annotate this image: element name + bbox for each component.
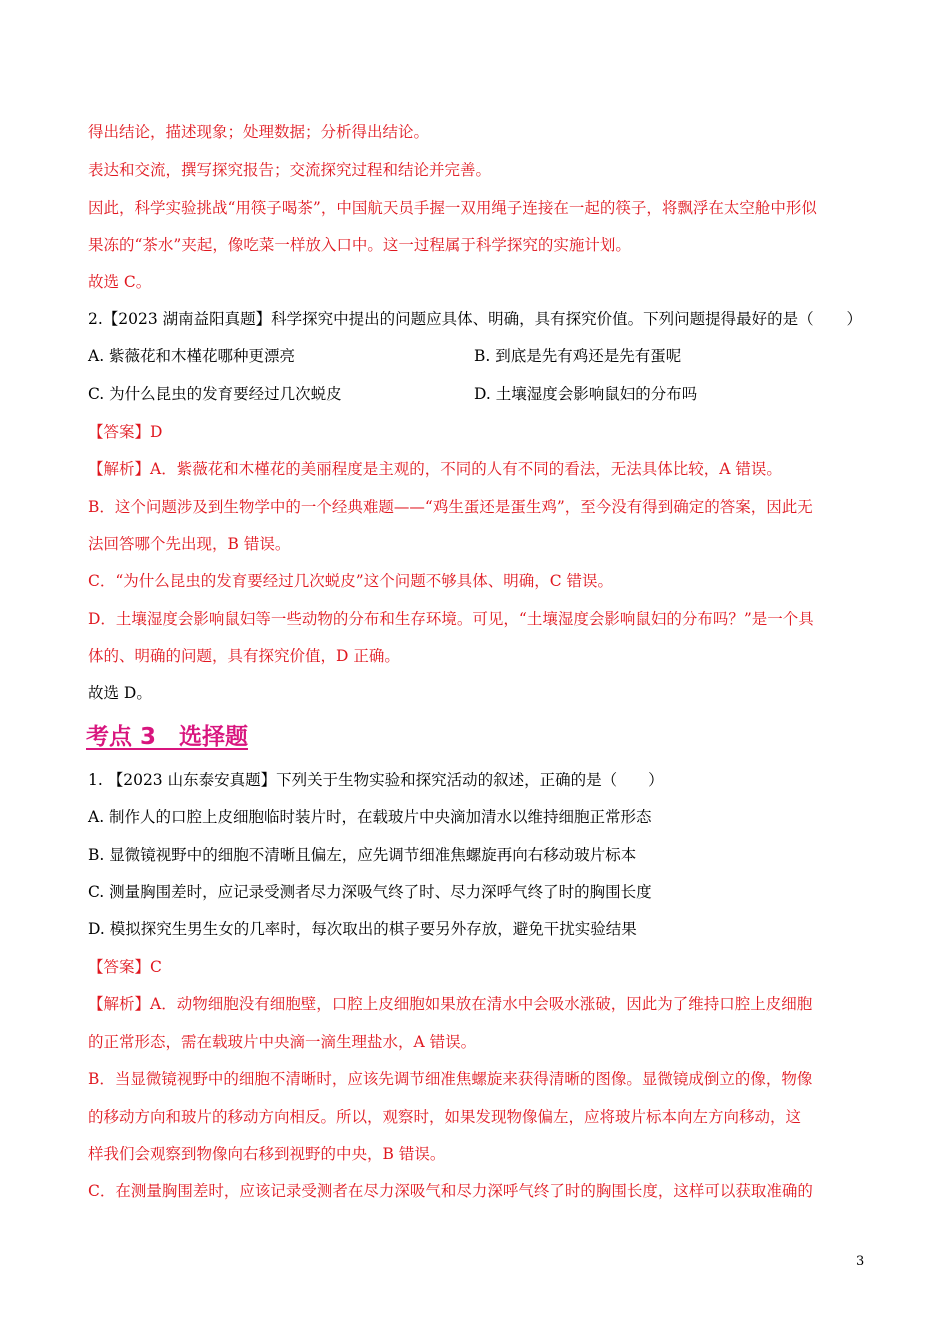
question-1-option-d: D. 模拟探究生男生女的几率时，每次取出的棋子要另外存放，避免干扰实验结果 (88, 920, 637, 938)
question-2-stem: 2.【2023 湖南益阳真题】科学探究中提出的问题应具体、明确，具有探究价值。下列问题提得最好的是（ (88, 310, 814, 328)
page-number: 3 (856, 1254, 865, 1269)
question-2-analysis-line: 法回答哪个先出现，B 错误。 (88, 535, 291, 553)
question-1-answer: 【答案】C (88, 958, 162, 976)
prev-analysis-line: 表达和交流，撰写探究报告；交流探究过程和结论并完善。 (88, 161, 492, 179)
question-1-analysis-line: 样我们会观察到物像向右移到视野的中央，B 错误。 (88, 1145, 446, 1163)
question-1-option-c: C. 测量胸围差时，应记录受测者尽力深吸气终了时、尽力深呼气终了时的胸围长度 (88, 883, 652, 901)
prev-analysis-line: 果冻的“茶水”夹起，像吃菜一样放入口中。这一过程属于科学探究的实施计划。 (88, 236, 631, 254)
question-2-option-a: A. 紫薇花和木槿花哪种更漂亮 (88, 347, 296, 365)
prev-analysis-line: 得出结论，描述现象；处理数据；分析得出结论。 (88, 123, 430, 141)
question-2-option-b: B. 到底是先有鸡还是先有蛋呢 (474, 347, 682, 365)
question-2-analysis-line: 体的、明确的问题，具有探究价值，D 正确。 (88, 647, 400, 665)
question-2-conclusion: 故选 D。 (88, 684, 152, 702)
question-1-analysis-line: C．在测量胸围差时，应该记录受测者在尽力深吸气和尽力深呼气终了时的胸围长度，这样可以获取准确的 (88, 1182, 813, 1200)
prev-conclusion: 故选 C。 (88, 273, 152, 291)
question-1-stem: 1. 【2023 山东泰安真题】下列关于生物实验和探究活动的叙述，正确的是（ ） (88, 771, 664, 789)
question-1-analysis-line: B．当显微镜视野中的细胞不清晰时，应该先调节细准焦螺旋来获得清晰的图像。显微镜成倒立的像，物像 (88, 1070, 813, 1088)
question-2-analysis-line: D．土壤湿度会影响鼠妇等一些动物的分布和生存环境。可见，“土壤湿度会影响鼠妇的分布吗？”是一个具 (88, 610, 814, 628)
question-1-option-b: B. 显微镜视野中的细胞不清晰且偏左，应先调节细准焦螺旋再向右移动玻片标本 (88, 846, 637, 864)
question-2-stem-end: ） (846, 310, 862, 328)
question-1-option-a: A. 制作人的口腔上皮细胞临时装片时，在载玻片中央滴加清水以维持细胞正常形态 (88, 808, 652, 826)
section-heading: 考点 3 选择题 (86, 724, 249, 750)
question-2-answer: 【答案】D (88, 423, 163, 441)
question-1-analysis-line: 的正常形态，需在载玻片中央滴一滴生理盐水，A 错误。 (88, 1033, 477, 1051)
question-2-option-d: D. 土壤湿度会影响鼠妇的分布吗 (474, 385, 698, 403)
question-2-analysis-line: B．这个问题涉及到生物学中的一个经典难题——“鸡生蛋还是蛋生鸡”，至今没有得到确定的答案，因此无 (88, 498, 813, 516)
question-2-analysis-line: C．“为什么昆虫的发育要经过几次蜕皮”这个问题不够具体、明确，C 错误。 (88, 572, 613, 590)
question-2-analysis-line: 【解析】A．紫薇花和木槿花的美丽程度是主观的，不同的人有不同的看法，无法具体比较，A 错误。 (88, 460, 782, 478)
question-1-analysis-line: 【解析】A．动物细胞没有细胞壁，口腔上皮细胞如果放在清水中会吸水涨破，因此为了维持口腔上皮细胞 (88, 995, 813, 1013)
question-1-analysis-line: 的移动方向和玻片的移动方向相反。所以，观察时，如果发现物像偏左，应将玻片标本向左方向移动，这 (88, 1108, 802, 1126)
prev-analysis-line: 因此，科学实验挑战“用筷子喝茶”，中国航天员手握一双用绳子连接在一起的筷子，将飘浮在太空舱中形似 (88, 199, 817, 217)
question-2-option-c: C. 为什么昆虫的发育要经过几次蜕皮 (88, 385, 342, 403)
